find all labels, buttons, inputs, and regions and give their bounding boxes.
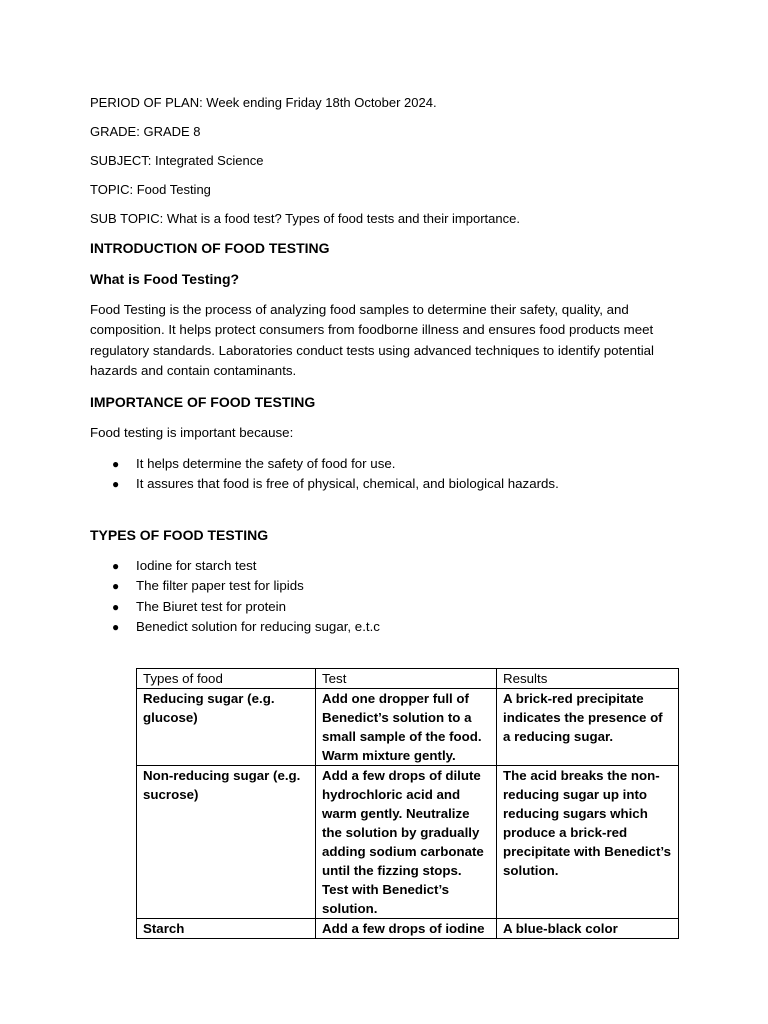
- types-list: [90, 556, 380, 637]
- list-item: ● It assures that food is free of physical, chemical, and biological hazards.: [90, 474, 559, 494]
- bullet-icon: ●: [112, 559, 120, 573]
- bullet-icon: ●: [112, 619, 120, 634]
- table-cell: A brick-red precipitate indicates the presence of a reducing sugar.: [497, 689, 679, 766]
- importance-lead: Food testing is important because:: [90, 425, 294, 440]
- bullet-icon: ●: [112, 599, 120, 614]
- list-item: ● Iodine for starch test: [90, 556, 380, 576]
- types-heading: TYPES OF FOOD TESTING: [90, 527, 269, 543]
- topic-line: TOPIC: Food Testing: [90, 182, 211, 197]
- table-cell: The acid breaks the non-reducing sugar up into reducing sugars which produce a brick-red precipitate with Benedict’s solution.: [497, 766, 679, 919]
- intro-paragraph: Food Testing is the process of analyzing food samples to determine their safety, quality, and composition. It helps protect consumers from foodborne illness and ensures food products meet regulatory standards. Laboratories conduct tests using advanced techniques to identify potential hazards and contain contaminants.: [90, 302, 654, 378]
- table-cell: Non-reducing sugar (e.g. sucrose): [137, 766, 316, 919]
- importance-list: [90, 454, 559, 495]
- list-item: ● The Biuret test for protein: [90, 597, 380, 617]
- list-item: ● The filter paper test for lipids: [90, 576, 380, 596]
- header-types-of-food: Types of food: [137, 669, 316, 689]
- grade-line: GRADE: GRADE 8: [90, 124, 201, 139]
- table-header-row: [137, 669, 679, 689]
- intro-subheading: What is Food Testing?: [90, 271, 240, 287]
- subtopic-line: SUB TOPIC: What is a food test? Types of food tests and their importance.: [90, 211, 520, 226]
- bullet-icon: ●: [112, 457, 120, 471]
- bullet-icon: ●: [112, 477, 120, 492]
- header-results: Results: [497, 669, 679, 689]
- table-cell: Add one dropper full of Benedict’s solution to a small sample of the food. Warm mixture gently.: [316, 689, 497, 766]
- table-row: [137, 766, 679, 919]
- table-cell: Reducing sugar (e.g. glucose): [137, 689, 316, 766]
- food-test-table: [136, 668, 679, 939]
- intro-heading: INTRODUCTION OF FOOD TESTING: [90, 240, 330, 256]
- subject-line: SUBJECT: Integrated Science: [90, 153, 264, 168]
- table-cell: Add a few drops of dilute hydrochloric acid and warm gently. Neutralize the solution by gradually adding sodium carbonate until the fizzing stops. Test with Benedict’s solution.: [316, 766, 497, 919]
- list-item: ● It helps determine the safety of food for use.: [90, 454, 559, 474]
- list-item: ● Benedict solution for reducing sugar, e.t.c: [90, 617, 380, 637]
- table-row: [137, 919, 679, 939]
- table-row: [137, 689, 679, 766]
- period-of-plan: PERIOD OF PLAN: Week ending Friday 18th October 2024.: [90, 95, 437, 110]
- table-cell: A blue-black color: [497, 919, 679, 939]
- bullet-icon: ●: [112, 579, 120, 594]
- table-cell: Add a few drops of iodine: [316, 919, 497, 939]
- importance-heading: IMPORTANCE OF FOOD TESTING: [90, 394, 316, 410]
- header-test: Test: [316, 669, 497, 689]
- table-cell: Starch: [137, 919, 316, 939]
